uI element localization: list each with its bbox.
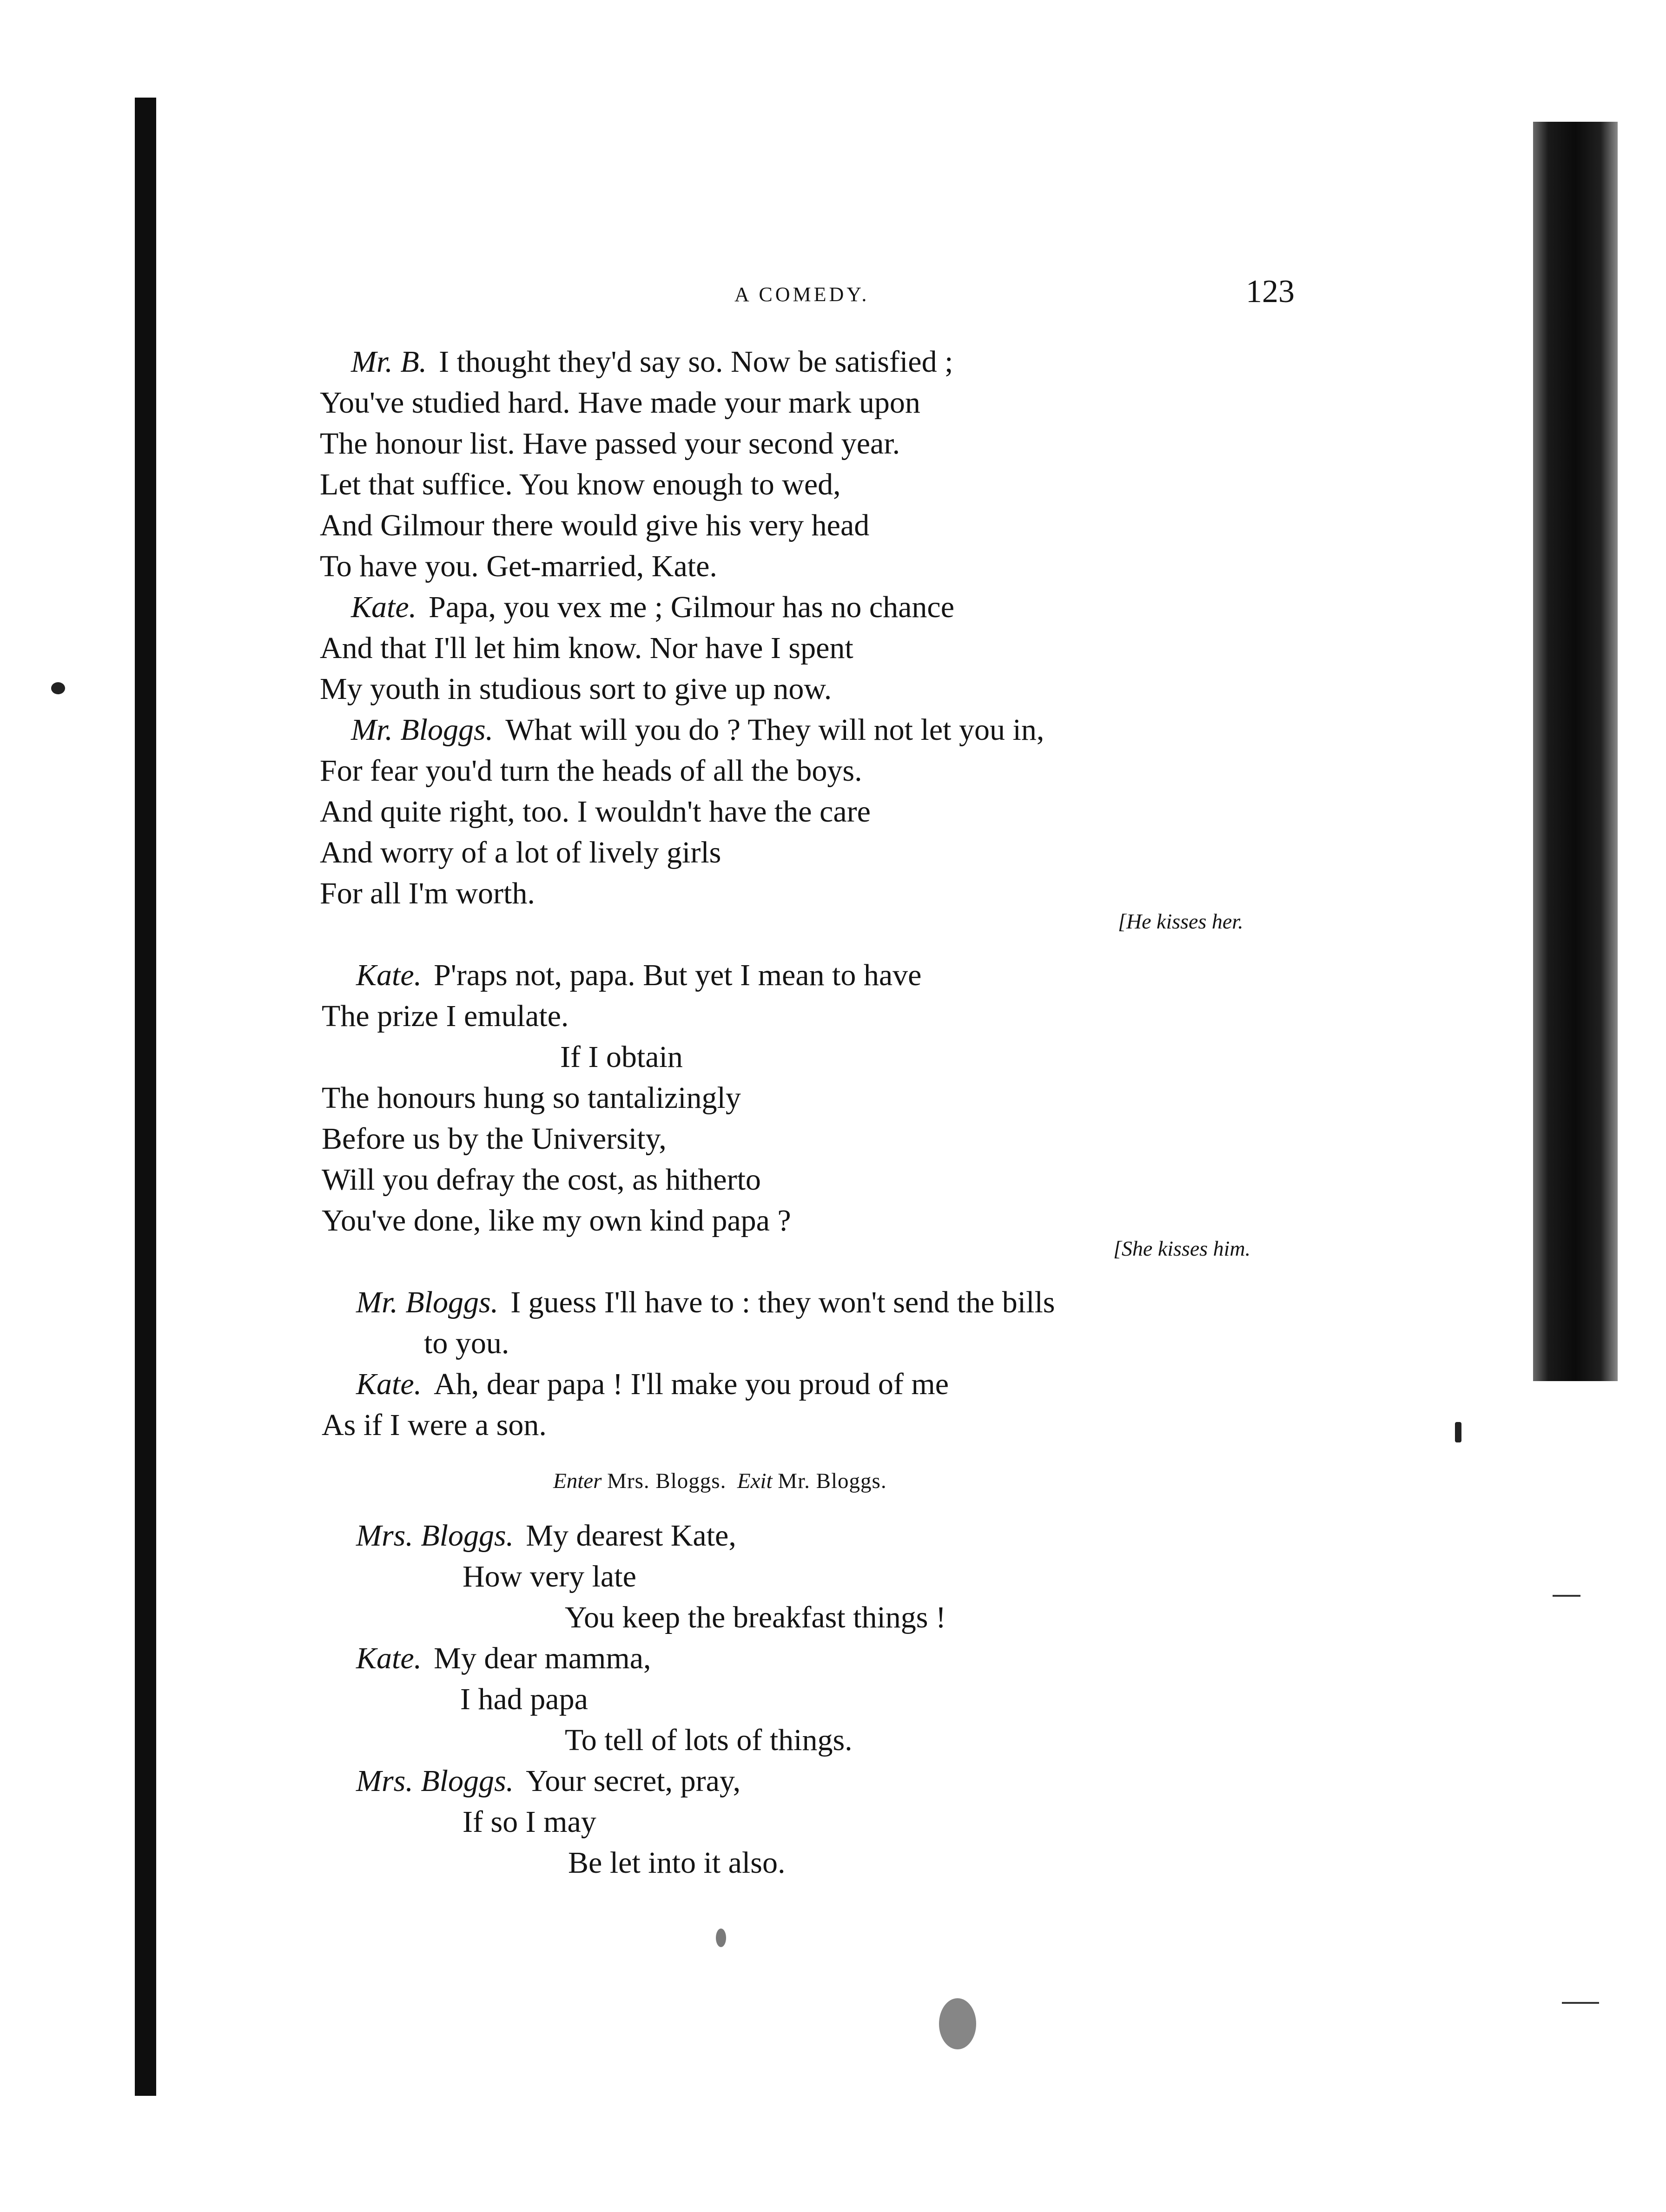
- line-text: My dearest Kate,: [526, 1519, 736, 1553]
- line-text: How very late: [463, 1560, 636, 1593]
- verse-line: [356, 1283, 1055, 1323]
- verse-line: [322, 1119, 667, 1159]
- line-text: And that I'll let him know. Nor have I spent: [320, 631, 853, 665]
- stage-direction: [He kisses her.: [1118, 909, 1243, 933]
- line-text: Before us by the University,: [322, 1122, 667, 1156]
- line-text: You keep the breakfast things !: [565, 1600, 946, 1634]
- verse-line: [351, 710, 1044, 750]
- line-text: The honour list. Have passed your second year.: [320, 427, 900, 461]
- exit-name: Mr. Bloggs.: [778, 1469, 887, 1493]
- verse-line: [320, 506, 869, 546]
- verse-line: [320, 833, 721, 873]
- exit-word: Exit: [737, 1469, 773, 1493]
- entrance-direction: [553, 1468, 887, 1494]
- verse-line: [351, 342, 953, 382]
- enter-word: Enter: [553, 1469, 602, 1493]
- speaker-name: Mr. B.: [351, 345, 427, 379]
- speaker-name: Mrs. Bloggs.: [356, 1519, 514, 1553]
- line-text: My dear mamma,: [434, 1641, 651, 1675]
- verse-line: [463, 1802, 596, 1842]
- line-text: P'raps not, papa. But yet I mean to have: [434, 958, 922, 992]
- ink-blot: [939, 1998, 976, 2049]
- verse-line: [320, 669, 832, 709]
- edge-mark: [1553, 1595, 1580, 1597]
- line-text: For fear you'd turn the heads of all the boys.: [320, 754, 862, 788]
- verse-line: [322, 1160, 761, 1200]
- line-text: If I obtain: [560, 1040, 683, 1074]
- line-text: And worry of a lot of lively girls: [320, 836, 721, 869]
- enter-name: Mrs. Bloggs.: [607, 1469, 727, 1493]
- line-text: Let that suffice. You know enough to wed,: [320, 467, 841, 501]
- speaker-name: Kate.: [356, 1367, 422, 1401]
- verse-line: [320, 874, 535, 914]
- speaker-name: Mr. Bloggs.: [351, 713, 494, 747]
- line-text: Papa, you vex me ; Gilmour has no chance: [429, 590, 955, 624]
- line-text: You've studied hard. Have made your mark upon: [320, 386, 920, 420]
- line-text: The prize I emulate.: [322, 999, 569, 1033]
- line-text: Be let into it also.: [568, 1846, 786, 1880]
- line-text: For all I'm worth.: [320, 876, 535, 910]
- verse-line: [322, 996, 569, 1036]
- verse-line: [320, 628, 853, 668]
- line-text: To tell of lots of things.: [565, 1723, 853, 1757]
- verse-line: [424, 1323, 509, 1363]
- line-text: The honours hung so tantalizingly: [322, 1081, 741, 1115]
- verse-line: [320, 751, 862, 791]
- line-text: And Gilmour there would give his very head: [320, 508, 870, 542]
- line-text: I had papa: [460, 1682, 588, 1716]
- verse-line: [356, 1364, 949, 1404]
- page-edge-shadow: [1533, 122, 1618, 1381]
- line-text: to you.: [424, 1326, 509, 1360]
- stage-direction: [She kisses him.: [1113, 1237, 1251, 1260]
- verse-line: [322, 1201, 791, 1241]
- verse-line: [356, 1639, 651, 1679]
- verse-line: [565, 1598, 946, 1638]
- verse-line: [320, 424, 900, 464]
- line-text: My youth in studious sort to give up now.: [320, 672, 832, 706]
- line-text: As if I were a son.: [322, 1408, 547, 1442]
- verse-line: [463, 1557, 636, 1597]
- line-text: I thought they'd say so. Now be satisfied ;: [439, 345, 953, 379]
- line-text: If so I may: [463, 1805, 596, 1839]
- verse-line: [322, 1405, 547, 1445]
- line-text: I guess I'll have to : they won't send the bills: [510, 1285, 1055, 1319]
- verse-line: [320, 465, 841, 505]
- verse-line: [568, 1843, 785, 1883]
- verse-line: [560, 1037, 683, 1077]
- verse-line: [356, 955, 921, 995]
- ink-speck: [1455, 1422, 1461, 1442]
- verse-line: [351, 587, 954, 627]
- verse-line: [320, 792, 871, 832]
- ink-speck: [716, 1929, 726, 1947]
- running-head: A COMEDY.: [734, 283, 870, 306]
- verse-line: [565, 1720, 853, 1760]
- line-text: Ah, dear papa ! I'll make you proud of me: [434, 1367, 949, 1401]
- line-text: To have you. Get-married, Kate.: [320, 549, 717, 583]
- speaker-name: Kate.: [356, 958, 422, 992]
- verse-line: [356, 1516, 736, 1556]
- speaker-name: Kate.: [356, 1641, 422, 1675]
- speaker-name: Kate.: [351, 590, 417, 624]
- line-text: What will you do ? They will not let you in,: [505, 713, 1045, 747]
- speaker-name: Mr. Bloggs.: [356, 1285, 499, 1319]
- line-text: You've done, like my own kind papa ?: [322, 1204, 791, 1238]
- line-text: Your secret, pray,: [526, 1764, 741, 1798]
- line-text: And quite right, too. I wouldn't have the care: [320, 795, 871, 829]
- line-text: Will you defray the cost, as hitherto: [322, 1163, 761, 1197]
- verse-line: [322, 1078, 741, 1118]
- binding-shadow-bar: [135, 98, 156, 2096]
- edge-mark: [1562, 2002, 1599, 2004]
- verse-line: [356, 1761, 740, 1801]
- verse-line: [320, 383, 920, 423]
- speaker-name: Mrs. Bloggs.: [356, 1764, 514, 1798]
- page-number: 123: [1246, 274, 1295, 309]
- verse-line: [460, 1679, 588, 1719]
- ink-speck: [51, 682, 65, 694]
- verse-line: [320, 546, 717, 586]
